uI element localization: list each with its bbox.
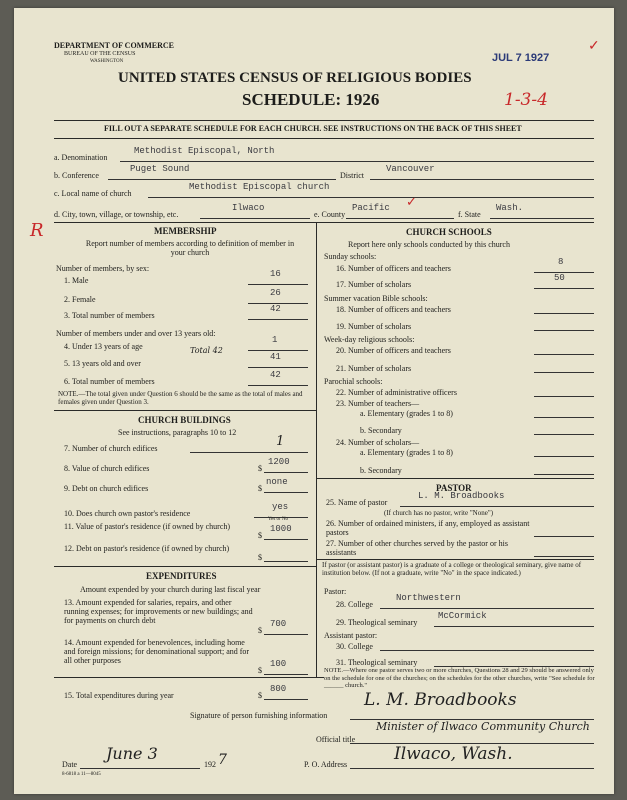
q21-label: 21. Number of scholars	[336, 364, 412, 373]
q3-label: 3. Total number of members	[64, 311, 155, 320]
q26-label: 26. Number of ordained ministers, if any, employed as assistant pastors	[326, 519, 530, 537]
members-by-sex-label: Number of members, by sex:	[56, 264, 150, 273]
q5-value: 41	[270, 352, 281, 362]
buildings-intro: See instructions, paragraphs 10 to 12	[118, 428, 237, 437]
q28-label: 28. College	[336, 600, 373, 609]
q23a-label: a. Elementary (grades 1 to 8)	[360, 409, 453, 418]
census-schedule-form: DEPARTMENT OF COMMERCE BUREAU OF THE CENSUS WASHINGTON UNITED STATES CENSUS OF RELIGIOUS BODIES SCHEDULE: 1926 JUL 7 1927 ✓ 1-3-4 FILL OUT A SEPARATE SCHEDULE FOR EACH CHURCH. SEE INSTRUCTIONS ON THE BACK OF THIS SHEET a. Denomination Methodist Episcopal, North b. Conference Puget Sound District Vancouver c. Local name of church Methodist Episcopal church d. City, town, village, or township, etc. Ilwaco e. County Pacific ✓ f. State Wash. R MEMBERSHIP Report number of members according to definition of member in your church Number of members, by sex: 1. Male 16 2. Female 26 3. Total number of members 42 Number of members under and over 13 years old: 4. Under 13 years of age 1 Total 42 5. 13 years old and over 41 6. Total number of members 42 NOTE.—The total given under Question 6 should be the same as the total of males and females given under Question 3. CHURCH BUILDINGS See instructions, paragraphs 10 to 12 7. Number of church edifices 1 8. Value of church edifices $ 1200 9. Debt on church edifices $ none 10. Does church own pastor's residence yes Yes or No 11. Value of pastor's residence (if owned by church) $ 1000 12. Debt on pastor's residence (if owned by church) $ EXPENDITURES Amount expended by your church during last fiscal year 13. Amount expended for salaries, repairs, and other running expenses; for improvements or new buildings; and for payments on church debt $ 700 14. Amount expended for benevolences, including home and foreign missions; for denominational support; and for all other purposes $ 100 15. Total expenditures during year $ 800 CHURCH SCHOOLS Report here only schools conducted by this church Sunday schools: 16. Number of officers and teachers 8 17. Number of scholars 50 Summer vacation Bible schools: 18. Number of officers and teachers 19. Number of scholars Week-day religious schools: 20. Number of officers and teachers 21. Number of scholars Parochial schools: 22. Number of administrative officers 23. Number of teachers— a. Elementary (grades 1 to 8) b. Secondary 24. Number of scholars— a. Elementary (grades 1 to 8) b. Secondary PASTOR 25. Name of pastor L. M. Broadbooks (If church has no pastor, write "None") 26. Number of ordained ministers, if any, employed as assistant pastors 27. Number of other churches served by the pastor or his assistants If pastor (or assistant pastor) is a graduate of a college or theological seminary, give name of institution below. (If not a graduate, write "No" in the space indicated.) Pastor: 28. College Northwestern 29. Theological seminary McCormick Assistant pastor: 30. College 31. Theological seminary NOTE.—Where one pastor serves two or more churches, Questions 28 and 29 should be answered only on the schedule for one of the churches; on the schedules for the other churches, write "See schedule for ______ church." Signature of person furnishing information L. M. Broadbooks Official title Minister of Ilwaco Community Church Date June 3 192 7 P. O. Address Ilwaco, Wash. 8-6818 a 11—8045	[14, 8, 614, 794]
form-number: 8-6818 a 11—8045	[62, 772, 101, 777]
year-prefix: 192	[204, 760, 216, 769]
official-title-value: Minister of Ilwaco Community Church	[376, 720, 590, 733]
q24a-label: a. Elementary (grades 1 to 8)	[360, 448, 453, 457]
bureau-label: BUREAU OF THE CENSUS	[64, 51, 136, 57]
pastor-sub-label: Pastor:	[324, 587, 347, 596]
yes-no-hint: Yes or No	[268, 517, 289, 522]
q23b-label: b. Secondary	[360, 426, 402, 435]
membership-intro: Report number of members according to definition of member in your church	[85, 239, 295, 257]
graduate-intro: If pastor (or assistant pastor) is a graduate of a college or theological seminary, give name of institution below. (If not a graduate, write "No" in the space indicated.)	[322, 561, 582, 577]
expenditures-title: EXPENDITURES	[146, 571, 217, 581]
check-mark-icon: ✓	[588, 39, 600, 54]
signature-value: L. M. Broadbooks	[364, 690, 517, 710]
q14-value: 100	[270, 659, 287, 669]
q24b-label: b. Secondary	[360, 466, 402, 475]
q20-label: 20. Number of officers and teachers	[336, 346, 451, 355]
q15-label: 15. Total expenditures during year	[64, 691, 174, 700]
instructions-banner: FILL OUT A SEPARATE SCHEDULE FOR EACH CHURCH. SEE INSTRUCTIONS ON THE BACK OF THIS SHEET	[104, 124, 522, 133]
schools-intro: Report here only schools conducted by this church	[348, 240, 510, 249]
district-value: Vancouver	[386, 164, 435, 174]
form-title: UNITED STATES CENSUS OF RELIGIOUS BODIES	[118, 70, 472, 86]
q16-value: 8	[558, 257, 564, 267]
district-label: District	[340, 171, 364, 180]
q27-label: 27. Number of other churches served by the pastor or his assistants	[326, 539, 508, 557]
department-label: DEPARTMENT OF COMMERCE	[54, 41, 175, 50]
q29-value: McCormick	[438, 611, 487, 621]
state-value: Wash.	[496, 203, 524, 213]
parochial-schools-label: Parochial schools:	[324, 377, 383, 386]
q11-label: 11. Value of pastor's residence (if owned by church)	[64, 522, 231, 531]
signature-label: Signature of person furnishing information	[190, 711, 328, 720]
city-label: WASHINGTON	[90, 59, 124, 64]
handwritten-code: 1-3-4	[504, 90, 548, 110]
q23-label: 23. Number of teachers—	[336, 399, 420, 408]
denomination-value: Methodist Episcopal, North	[134, 146, 275, 156]
date-value: June 3	[106, 744, 158, 763]
membership-note: NOTE.—The total given under Question 6 should be the same as the total of males and females given under Question 3.	[58, 390, 303, 406]
q25-label: 25. Name of pastor	[326, 498, 388, 507]
schedule-title: SCHEDULE: 1926	[242, 90, 380, 109]
sunday-schools-label: Sunday schools:	[324, 252, 377, 261]
q5-label: 5. 13 years old and over	[64, 359, 141, 368]
city-value: Ilwaco	[232, 203, 265, 213]
membership-title: MEMBERSHIP	[154, 226, 217, 236]
age-intro-label: Number of members under and over 13 years old:	[56, 329, 216, 338]
received-date-stamp: JUL 7 1927	[492, 52, 550, 64]
q10-label: 10. Does church own pastor's residence	[64, 509, 191, 518]
q6-value: 42	[270, 370, 281, 380]
q2-label: 2. Female	[64, 295, 96, 304]
assistant-sub-label: Assistant pastor:	[324, 631, 378, 640]
q2-value: 26	[270, 288, 281, 298]
buildings-title: CHURCH BUILDINGS	[138, 415, 231, 425]
q8-value: 1200	[268, 457, 290, 467]
local-name-label: c. Local name of church	[54, 189, 132, 198]
year-value: 7	[218, 752, 227, 768]
q22-label: 22. Number of administrative officers	[336, 388, 457, 397]
q31-label: 31. Theological seminary	[336, 658, 418, 667]
q24-label: 24. Number of scholars—	[336, 438, 420, 447]
q9-value: none	[266, 477, 288, 487]
schools-title: CHURCH SCHOOLS	[406, 227, 492, 237]
summer-schools-label: Summer vacation Bible schools:	[324, 294, 428, 303]
q8-label: 8. Value of church edifices	[64, 464, 150, 473]
q1-label: 1. Male	[64, 276, 89, 285]
expenditures-intro: Amount expended by your church during last fiscal year	[80, 585, 261, 594]
po-address-value: Ilwaco, Wash.	[394, 744, 513, 764]
q13-value: 700	[270, 619, 287, 629]
pastor-title: PASTOR	[436, 483, 472, 493]
q6-label: 6. Total number of members	[64, 377, 155, 386]
official-title-label: Official title	[316, 735, 356, 744]
q18-label: 18. Number of officers and teachers	[336, 305, 451, 314]
weekday-schools-label: Week-day religious schools:	[324, 335, 415, 344]
q10-value: yes	[272, 502, 289, 512]
county-value: Pacific	[352, 203, 390, 213]
date-label: Date	[62, 760, 78, 769]
pastor-note: NOTE.—Where one pastor serves two or more churches, Questions 28 and 29 should be answered only on the schedule for one of the churches; on the schedules for the other churches, write "See schedule for ______ church."	[324, 667, 595, 689]
q7-label: 7. Number of church edifices	[64, 444, 158, 453]
county-check-icon: ✓	[406, 194, 417, 209]
q3-value: 42	[270, 304, 281, 314]
denomination-label: a. Denomination	[54, 153, 108, 162]
conference-value: Puget Sound	[130, 164, 190, 174]
margin-mark: R	[30, 220, 44, 241]
state-label: f. State	[458, 210, 481, 219]
city-field-label: d. City, town, village, or township, etc.	[54, 210, 179, 219]
q4-value: 1	[272, 335, 278, 345]
q15-value: 800	[270, 684, 287, 694]
q11-value: 1000	[270, 524, 292, 534]
po-address-label: P. O. Address	[304, 760, 348, 769]
q12-label: 12. Debt on pastor's residence (if owned by church)	[64, 544, 230, 553]
q1-value: 16	[270, 269, 281, 279]
q25-note: (If church has no pastor, write "None")	[384, 509, 494, 517]
q4-label: 4. Under 13 years of age	[64, 342, 143, 351]
q25-value: L. M. Broadbooks	[418, 491, 505, 501]
q17-label: 17. Number of scholars	[336, 280, 412, 289]
q30-label: 30. College	[336, 642, 373, 651]
q13-label: 13. Amount expended for salaries, repairs, and other running expenses; for improvements or new buildings; and for payments on church debt	[64, 598, 253, 625]
q19-label: 19. Number of scholars	[336, 322, 412, 331]
local-name-value: Methodist Episcopal church	[189, 182, 330, 192]
q16-label: 16. Number of officers and teachers	[336, 264, 451, 273]
q7-value: 1	[276, 434, 285, 449]
county-label: e. County	[314, 210, 346, 219]
q29-label: 29. Theological seminary	[336, 618, 418, 627]
q14-label: 14. Amount expended for benevolences, including home and foreign missions; for denominational support; and for all other purposes	[64, 638, 250, 665]
conference-label: b. Conference	[54, 171, 99, 180]
q28-value: Northwestern	[396, 593, 461, 603]
q9-label: 9. Debt on church edifices	[64, 484, 149, 493]
q17-value: 50	[554, 273, 565, 283]
q5-handwritten-total: Total 42	[190, 346, 223, 355]
